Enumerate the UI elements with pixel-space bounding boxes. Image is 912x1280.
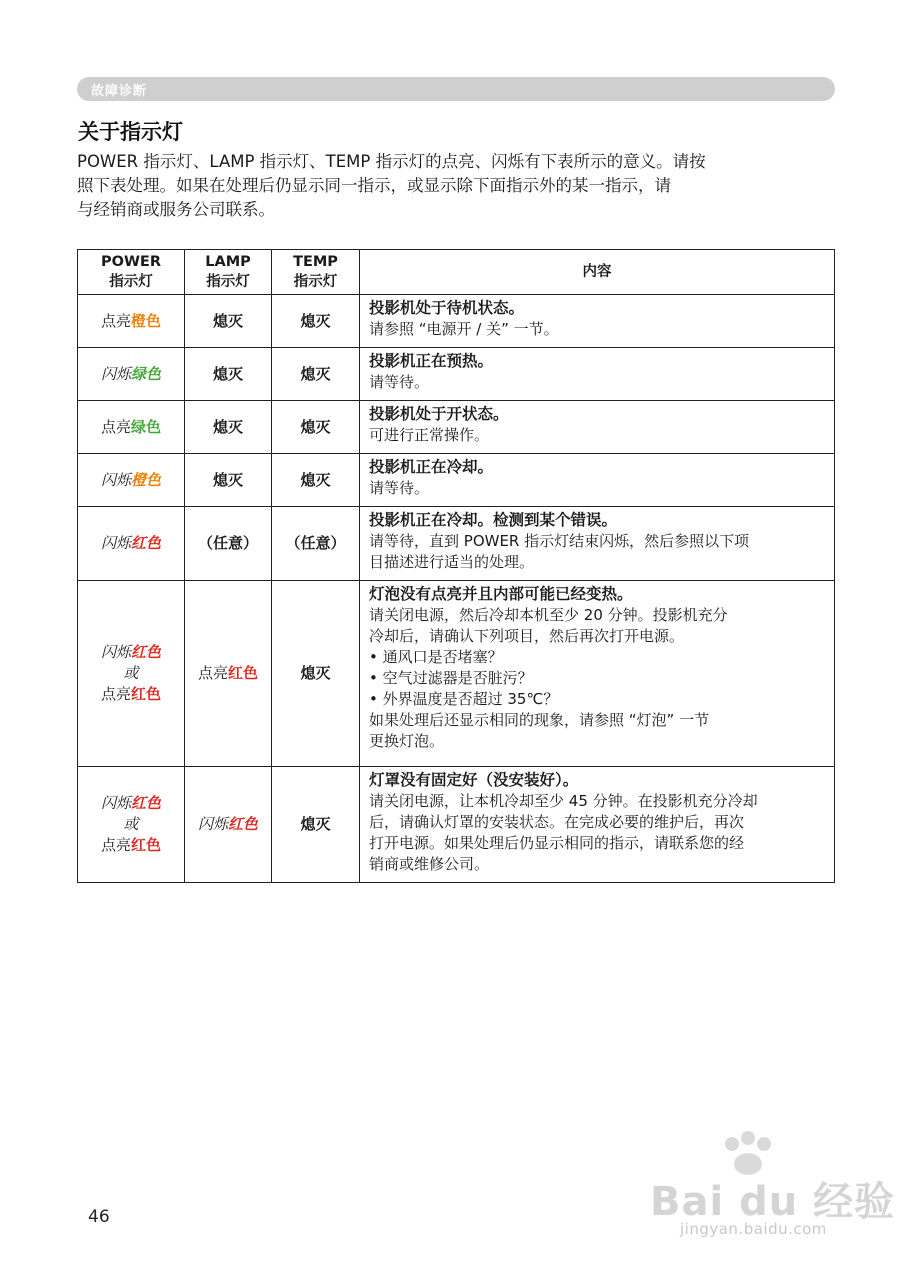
intro-line: 与经销商或服务公司联系。 — [77, 200, 275, 219]
content-cell: 灯泡没有点亮并且内部可能已经变热。 请关闭电源，然后冷却本机至少 20 分钟。投影机充分 冷却后，请确认下列项目，然后再次打开电源。 • 通风口是否堵塞？ • 空气过滤器是否脏污？ • 外界温度是否超过 35℃？ 如果处理后还显示相同的现象，请参照 “灯泡” 一节 更换灯泡。 — [360, 581, 835, 767]
intro-line: 照下表处理。如果在处理后仍显示同一指示，或显示除下面指示外的某一指示，请 — [77, 176, 671, 195]
lamp-cell: 熄灭 — [185, 454, 272, 507]
power-cell: 点亮橙色 — [78, 295, 185, 348]
power-cell: 闪烁红色 或 点亮红色 — [78, 581, 185, 767]
temp-cell: 熄灭 — [272, 401, 360, 454]
list-item: • 通风口是否堵塞？ — [369, 647, 826, 668]
baidu-jingyan-watermark — [640, 1130, 896, 1250]
page-title: 关于指示灯 — [78, 120, 183, 144]
temp-cell: 熄灭 — [272, 581, 360, 767]
header-lamp: LAMP 指示灯 — [185, 250, 272, 295]
content-cell: 投影机处于待机状态。 请参照 “电源开 / 关” 一节。 — [360, 295, 835, 348]
watermark-url: jingyan.baidu.com — [680, 1220, 827, 1238]
lamp-cell: 熄灭 — [185, 348, 272, 401]
table-row — [78, 581, 835, 767]
header-temp: TEMP 指示灯 — [272, 250, 360, 295]
content-cell: 投影机处于开状态。 可进行正常操作。 — [360, 401, 835, 454]
lamp-cell: （任意） — [185, 507, 272, 581]
temp-cell: 熄灭 — [272, 295, 360, 348]
content-cell: 投影机正在预热。 请等待。 — [360, 348, 835, 401]
section-label: 故障诊断 — [91, 84, 148, 99]
list-item: • 空气过滤器是否脏污？ — [369, 668, 826, 689]
page-number: 46 — [88, 1207, 110, 1227]
temp-cell: 熄灭 — [272, 767, 360, 883]
power-cell: 闪烁橙色 — [78, 454, 185, 507]
lamp-cell: 闪烁红色 — [185, 767, 272, 883]
section-header-bar — [77, 77, 835, 101]
table-row — [78, 295, 835, 348]
indicator-table — [77, 249, 835, 883]
temp-cell: （任意） — [272, 507, 360, 581]
content-cell: 灯罩没有固定好（没安装好）。 请关闭电源，让本机冷却至少 45 分钟。在投影机充分冷却 后，请确认灯罩的安装状态。在完成必要的维护后，再次 打开电源。如果处理后仍显示相同的指示，请联系您的经 销商或维修公司。 — [360, 767, 835, 883]
power-cell: 点亮绿色 — [78, 401, 185, 454]
power-cell: 闪烁红色 或 点亮红色 — [78, 767, 185, 883]
table-row — [78, 454, 835, 507]
intro-paragraph — [77, 150, 837, 222]
power-cell: 闪烁红色 — [78, 507, 185, 581]
table-row — [78, 348, 835, 401]
header-power: POWER 指示灯 — [78, 250, 185, 295]
lamp-cell: 熄灭 — [185, 401, 272, 454]
content-cell: 投影机正在冷却。检测到某个错误。 请等待，直到 POWER 指示灯结束闪烁，然后参照以下项 目描述进行适当的处理。 — [360, 507, 835, 581]
power-cell: 闪烁绿色 — [78, 348, 185, 401]
content-cell: 投影机正在冷却。 请等待。 — [360, 454, 835, 507]
header-content: 内容 — [360, 250, 835, 295]
table-row — [78, 507, 835, 581]
temp-cell: 熄灭 — [272, 454, 360, 507]
table-header-row — [78, 250, 835, 295]
table-row — [78, 767, 835, 883]
intro-line: POWER 指示灯、LAMP 指示灯、TEMP 指示灯的点亮、闪烁有下表所示的意义。请按 — [77, 152, 706, 171]
table-row — [78, 401, 835, 454]
list-item: • 外界温度是否超过 35℃？ — [369, 689, 826, 710]
temp-cell: 熄灭 — [272, 348, 360, 401]
lamp-cell: 点亮红色 — [185, 581, 272, 767]
watermark-logo: Bai du 经验 — [650, 1179, 896, 1225]
lamp-cell: 熄灭 — [185, 295, 272, 348]
